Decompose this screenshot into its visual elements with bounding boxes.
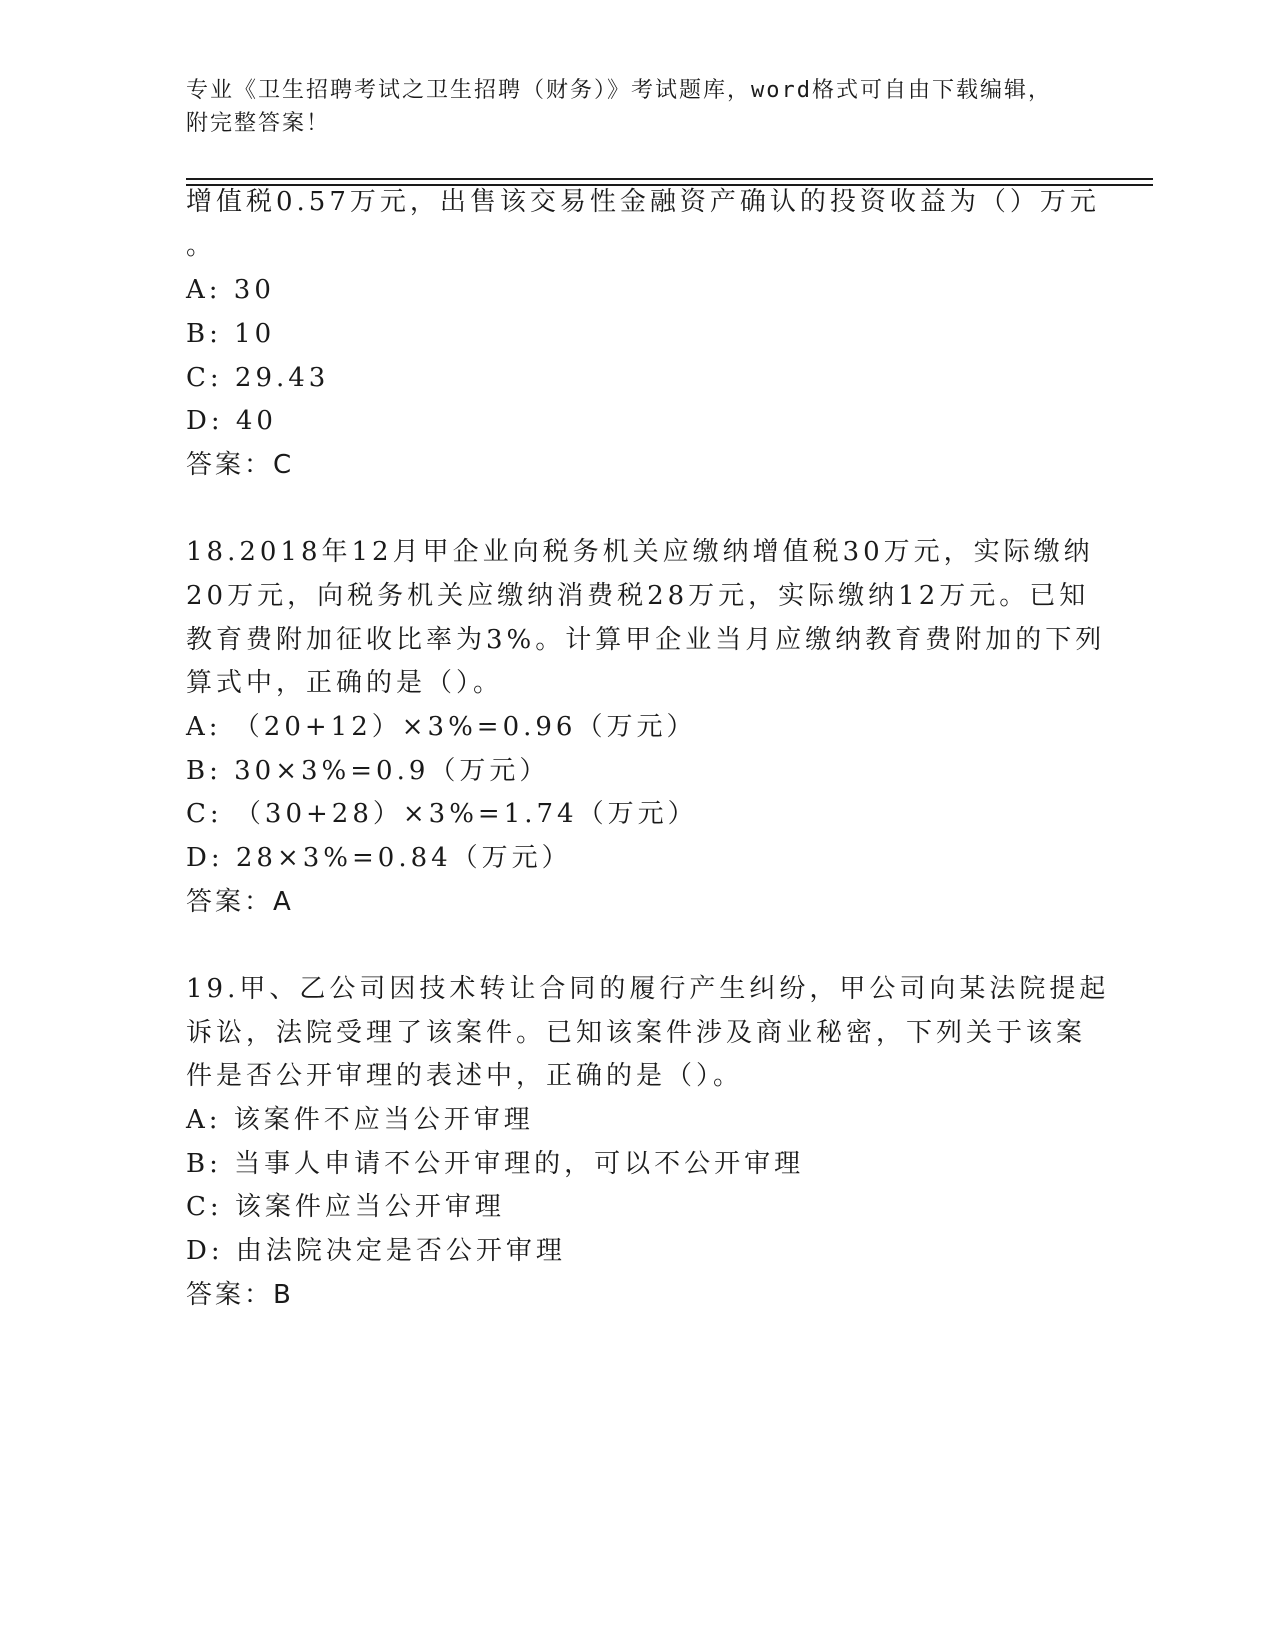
q18-option-b: B: 30×3%=0.9（万元） <box>186 756 550 786</box>
q17-option-b: B: 10 <box>186 319 276 349</box>
q19-stem-line-2: 诉讼，法院受理了该案件。已知该案件涉及商业秘密，下列关于该案 <box>186 1018 1087 1048</box>
q18-option-d: D: 28×3%=0.84（万元） <box>186 843 572 873</box>
q18-stem-line-3: 教育费附加征收比率为3%。计算甲企业当月应缴纳教育费附加的下列 <box>186 625 1106 655</box>
q17-option-d: D: 40 <box>186 406 277 436</box>
q19-option-c: C: 该案件应当公开审理 <box>186 1192 505 1222</box>
q18-stem-line-4: 算式中，正确的是（）。 <box>186 668 504 698</box>
q17-answer: 答案：C <box>186 450 295 480</box>
q19-option-b: B: 当事人申请不公开审理的，可以不公开审理 <box>186 1149 805 1179</box>
q19-option-d: D: 由法院决定是否公开审理 <box>186 1236 566 1266</box>
q17-option-c: C: 29.43 <box>186 363 330 393</box>
header-divider-top <box>186 178 1153 180</box>
q17-stem-line-1: 增值税0.57万元，出售该交易性金融资产确认的投资收益为（）万元 <box>186 187 1100 217</box>
q17-stem-line-2: 。 <box>186 231 217 261</box>
q17-option-a: A: 30 <box>186 275 275 305</box>
q19-stem-line-1: 19.甲、乙公司因技术转让合同的履行产生纠纷，甲公司向某法院提起 <box>186 974 1110 1004</box>
q18-option-a: A: （20+12）×3%=0.96（万元） <box>186 712 697 742</box>
q19-answer: 答案：B <box>186 1280 294 1310</box>
document-header: 专业《卫生招聘考试之卫生招聘（财务）》考试题库，word格式可自由下载编辑，附完整答案！ <box>186 78 1052 136</box>
q18-stem-line-1: 18.2018年12月甲企业向税务机关应缴纳增值税30万元，实际缴纳 <box>186 537 1094 567</box>
q19-stem-line-3: 件是否公开审理的表述中，正确的是（）。 <box>186 1061 744 1091</box>
q18-option-c: C: （30+28）×3%=1.74（万元） <box>186 799 698 829</box>
q18-answer: 答案：A <box>186 887 294 917</box>
q19-option-a: A: 该案件不应当公开审理 <box>186 1105 534 1135</box>
q18-stem-line-2: 20万元，向税务机关应缴纳消费税28万元，实际缴纳12万元。已知 <box>186 581 1090 611</box>
